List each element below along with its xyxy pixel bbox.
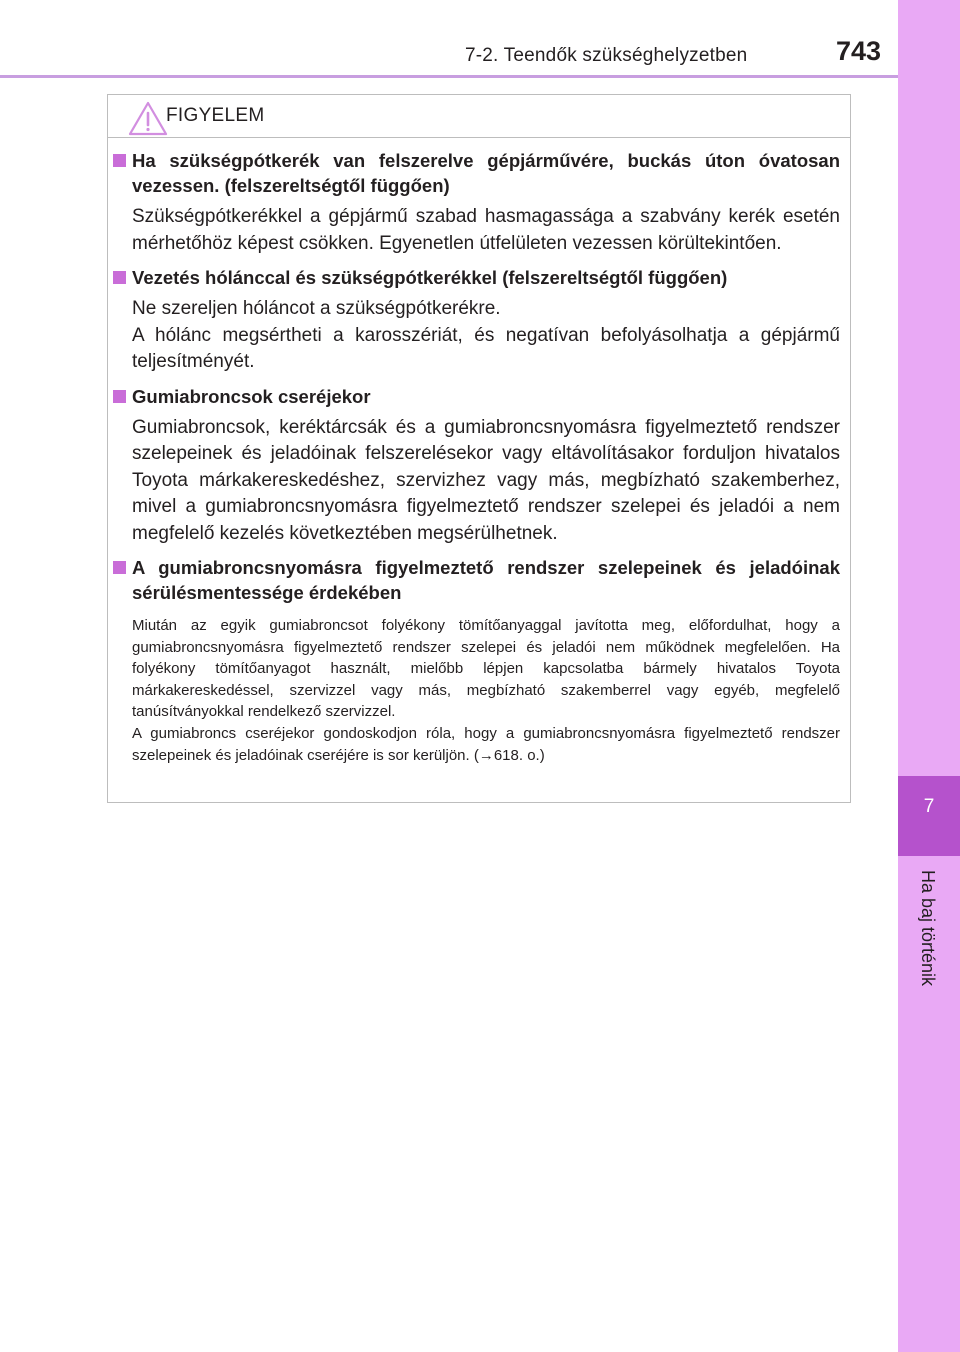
warning-item [110,148,840,257]
warning-header [108,95,850,138]
item-paragraph: A hólánc megsértheti a karosszériát, és negatívan befolyásolhatja a gépjármű teljesítményét. [132,324,840,372]
item-heading: Vezetés hólánccal és szükségpótkerékkel (felszereltségtől függően) [132,267,728,288]
warning-content [110,148,840,774]
header-rule [0,75,898,78]
item-paragraph: Gumiabroncsok, keréktárcsák és a gumiabroncsnyomásra figyelmeztető rendszer szelepeinek és jeladóinak felszerelésekor vagy eltávolításakor forduljon hivatalos Toyota márkakereskedéshez, szervizhez vagy más, megbízható szakemberhez, mivel a gumiabroncsnyomásra figyelmeztető rendszer szelepei és jeladói a nem megfelelő kezelés következtében megsérülhetnek. [132,416,840,544]
warning-item [110,555,840,766]
item-body [132,415,840,548]
chapter-label: Ha baj történik [918,870,938,987]
bullet-icon [113,154,126,167]
bullet-icon [113,561,126,574]
item-body [132,296,840,376]
item-paragraph: Szükségpótkerékkel a gépjármű szabad hasmagassága a szabvány kerék esetén mérhetőhöz képest csökken. Egyenetlen útfelületen vezessen körültekintően. [132,206,840,254]
item-heading: Gumiabroncsok cseréjekor [132,385,371,407]
chapter-number: 7 [923,796,935,817]
item-heading: A gumiabroncsnyomásra figyelmeztető rendszer szelepeinek és jeladóinak sérülésmentessége érdekében [132,557,840,603]
warning-item [110,265,840,376]
section-title: 7-2. Teendők szükséghelyzetben [465,45,748,66]
item-heading: Ha szükségpótkerék van felszerelve gépjárművére, buckás úton óvatosan vezessen. (felszereltségtől függően) [132,150,840,196]
bullet-icon [113,271,126,284]
item-paragraph: Miután az egyik gumiabroncsot folyékony tömítőanyaggal javította meg, előfordulhat, hogy a gumiabroncsnyomásra figyelmeztető rendszer szelepei és jeladói nem működnek megfelelően. Ha folyékony tömítőanyagot használt, mielőbb lépjen kapcsolatba bármely hivatalos Toyota márkakereskedéssel, szervizzel vagy más, megbízható szakemberrel vagy egyéb, megfelelő tanúsítványokkal rendelkező szervizzel. [132,617,840,721]
item-paragraph: A gumiabroncs cseréjekor gondoskodjon róla, hogy a gumiabroncsnyomásra figyelmeztető rendszer szelepeinek és jeladóinak cseréjére is sor kerüljön. (→618. o.) [132,724,840,764]
item-body [132,204,840,257]
chapter-side-strip [898,0,960,1352]
item-paragraph: Ne szereljen hóláncot a szükségpótkerékre. [132,298,501,319]
page-number: 743 [836,36,882,66]
warning-triangle-icon [127,100,169,136]
warning-title: FIGYELEM [166,105,265,126]
item-body [132,615,840,766]
bullet-icon [113,390,126,403]
warning-item [110,384,840,548]
